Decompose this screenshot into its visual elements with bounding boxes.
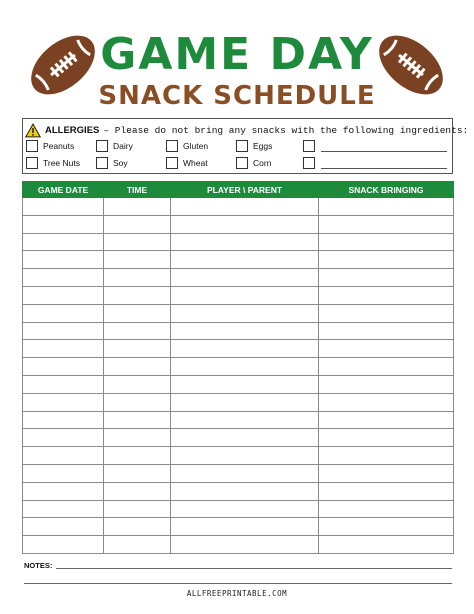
player-parent-cell[interactable] xyxy=(171,393,319,411)
allergies-box xyxy=(22,118,469,174)
allergy-label: Tree Nuts xyxy=(43,158,81,168)
game-date-cell[interactable] xyxy=(23,340,104,358)
allergy-option-other-1[interactable] xyxy=(303,140,320,152)
game-date-cell[interactable] xyxy=(23,393,104,411)
player-parent-cell[interactable] xyxy=(171,429,319,447)
player-parent-cell[interactable] xyxy=(171,536,319,554)
allergy-option-eggs[interactable] xyxy=(236,140,272,152)
game-date-cell[interactable] xyxy=(23,482,104,500)
table-row xyxy=(23,411,454,429)
snack-schedule-table xyxy=(22,181,454,554)
game-date-cell[interactable] xyxy=(23,411,104,429)
time-cell[interactable] xyxy=(104,375,171,393)
checkbox[interactable] xyxy=(166,157,178,169)
allergy-option-soy[interactable] xyxy=(96,157,128,169)
allergy-option-peanuts[interactable] xyxy=(26,140,74,152)
checkbox[interactable] xyxy=(303,157,315,169)
snack-cell[interactable] xyxy=(319,269,454,287)
time-cell[interactable] xyxy=(104,304,171,322)
table-row xyxy=(23,340,454,358)
game-date-cell[interactable] xyxy=(23,269,104,287)
notes-line[interactable] xyxy=(56,568,452,569)
player-parent-cell[interactable] xyxy=(171,518,319,536)
allergies-header xyxy=(25,122,468,138)
game-date-cell[interactable] xyxy=(23,500,104,518)
time-cell[interactable] xyxy=(104,536,171,554)
table-row xyxy=(23,482,454,500)
game-date-cell[interactable] xyxy=(23,251,104,269)
notes-line[interactable] xyxy=(24,583,452,584)
snack-cell[interactable] xyxy=(319,233,454,251)
table-row xyxy=(23,464,454,482)
game-date-cell[interactable] xyxy=(23,429,104,447)
player-parent-cell[interactable] xyxy=(171,198,319,216)
checkbox[interactable] xyxy=(303,140,315,152)
checkbox[interactable] xyxy=(96,157,108,169)
game-date-cell[interactable] xyxy=(23,322,104,340)
table-row xyxy=(23,500,454,518)
table-row xyxy=(23,375,454,393)
table-row xyxy=(23,198,454,216)
snack-cell[interactable] xyxy=(319,358,454,376)
allergy-option-dairy[interactable] xyxy=(96,140,133,152)
footer-url: ALLFREEPRINTABLE.COM xyxy=(186,589,288,598)
table-row xyxy=(23,215,454,233)
table-header-row xyxy=(23,182,454,198)
player-parent-cell[interactable] xyxy=(171,411,319,429)
time-cell[interactable] xyxy=(104,286,171,304)
game-date-cell[interactable] xyxy=(23,536,104,554)
warning-icon xyxy=(25,123,41,138)
snack-cell[interactable] xyxy=(319,286,454,304)
table-row xyxy=(23,251,454,269)
allergy-label: Corn xyxy=(253,158,272,168)
checkbox[interactable] xyxy=(96,140,108,152)
time-cell[interactable] xyxy=(104,269,171,287)
checkbox[interactable] xyxy=(236,140,248,152)
checkbox[interactable] xyxy=(166,140,178,152)
table-row xyxy=(23,518,454,536)
allergy-label: Dairy xyxy=(113,141,133,151)
time-cell[interactable] xyxy=(104,251,171,269)
table-row xyxy=(23,536,454,554)
page-title: GAME DAY xyxy=(100,29,374,80)
time-cell[interactable] xyxy=(104,233,171,251)
column-header-snack-bringing: SNACK BRINGING xyxy=(319,182,454,198)
game-date-cell[interactable] xyxy=(23,358,104,376)
time-cell[interactable] xyxy=(104,429,171,447)
snack-cell[interactable] xyxy=(319,198,454,216)
allergy-option-other-2[interactable] xyxy=(303,157,320,169)
table-row xyxy=(23,447,454,465)
player-parent-cell[interactable] xyxy=(171,269,319,287)
player-parent-cell[interactable] xyxy=(171,233,319,251)
allergy-option-tree-nuts[interactable] xyxy=(26,157,80,169)
checkbox[interactable] xyxy=(236,157,248,169)
player-parent-cell[interactable] xyxy=(171,447,319,465)
time-cell[interactable] xyxy=(104,322,171,340)
snack-cell[interactable] xyxy=(319,447,454,465)
allergy-label: Soy xyxy=(113,158,128,168)
player-parent-cell[interactable] xyxy=(171,340,319,358)
game-date-cell[interactable] xyxy=(23,215,104,233)
time-cell[interactable] xyxy=(104,482,171,500)
other-allergy-line[interactable] xyxy=(321,151,447,152)
allergy-label: Wheat xyxy=(183,158,208,168)
time-cell[interactable] xyxy=(104,447,171,465)
game-date-cell[interactable] xyxy=(23,198,104,216)
snack-cell[interactable] xyxy=(319,322,454,340)
table-row xyxy=(23,393,454,411)
player-parent-cell[interactable] xyxy=(171,251,319,269)
player-parent-cell[interactable] xyxy=(171,304,319,322)
snack-cell[interactable] xyxy=(319,251,454,269)
time-cell[interactable] xyxy=(104,198,171,216)
snack-cell[interactable] xyxy=(319,429,454,447)
snack-cell[interactable] xyxy=(319,518,454,536)
game-date-cell[interactable] xyxy=(23,375,104,393)
snack-cell[interactable] xyxy=(319,536,454,554)
player-parent-cell[interactable] xyxy=(171,375,319,393)
snack-cell[interactable] xyxy=(319,393,454,411)
allergy-option-wheat[interactable] xyxy=(166,157,208,169)
column-header-player-parent: PLAYER \ PARENT xyxy=(171,182,319,198)
game-date-cell[interactable] xyxy=(23,447,104,465)
table-row xyxy=(23,269,454,287)
player-parent-cell[interactable] xyxy=(171,464,319,482)
snack-cell[interactable] xyxy=(319,304,454,322)
table-row xyxy=(23,429,454,447)
allergy-option-gluten[interactable] xyxy=(166,140,208,152)
time-cell[interactable] xyxy=(104,215,171,233)
column-header-game-date: GAME DATE xyxy=(23,182,104,198)
allergy-label: Eggs xyxy=(253,141,273,151)
time-cell[interactable] xyxy=(104,393,171,411)
allergy-option-corn[interactable] xyxy=(236,157,271,169)
time-cell[interactable] xyxy=(104,340,171,358)
game-date-cell[interactable] xyxy=(23,233,104,251)
column-header-time: TIME xyxy=(104,182,171,198)
snack-cell[interactable] xyxy=(319,482,454,500)
snack-cell[interactable] xyxy=(319,375,454,393)
table-row xyxy=(23,358,454,376)
time-cell[interactable] xyxy=(104,518,171,536)
time-cell[interactable] xyxy=(104,358,171,376)
checkbox[interactable] xyxy=(26,140,38,152)
table-row xyxy=(23,233,454,251)
player-parent-cell[interactable] xyxy=(171,358,319,376)
player-parent-cell[interactable] xyxy=(171,215,319,233)
time-cell[interactable] xyxy=(104,464,171,482)
snack-cell[interactable] xyxy=(319,464,454,482)
player-parent-cell[interactable] xyxy=(171,500,319,518)
snack-cell[interactable] xyxy=(319,500,454,518)
page-subtitle: SNACK SCHEDULE xyxy=(98,81,376,111)
snack-cell[interactable] xyxy=(319,215,454,233)
notes-label: NOTES: xyxy=(24,561,53,570)
time-cell[interactable] xyxy=(104,411,171,429)
game-date-cell[interactable] xyxy=(23,286,104,304)
player-parent-cell[interactable] xyxy=(171,482,319,500)
snack-cell[interactable] xyxy=(319,340,454,358)
table-row xyxy=(23,322,454,340)
table-row xyxy=(23,286,454,304)
allergy-label: Gluten xyxy=(183,141,209,151)
allergy-label: Peanuts xyxy=(43,141,75,151)
table-body xyxy=(23,198,454,554)
snack-cell[interactable] xyxy=(319,411,454,429)
other-allergy-line[interactable] xyxy=(321,168,447,169)
checkbox[interactable] xyxy=(26,157,38,169)
time-cell[interactable] xyxy=(104,500,171,518)
allergies-instruction: – Please do not bring any snacks with the following ingredients: xyxy=(103,124,469,136)
allergies-title: ALLERGIES xyxy=(45,124,100,136)
game-date-cell[interactable] xyxy=(23,518,104,536)
table-row xyxy=(23,304,454,322)
player-parent-cell[interactable] xyxy=(171,286,319,304)
game-date-cell[interactable] xyxy=(23,304,104,322)
game-date-cell[interactable] xyxy=(23,464,104,482)
player-parent-cell[interactable] xyxy=(171,322,319,340)
